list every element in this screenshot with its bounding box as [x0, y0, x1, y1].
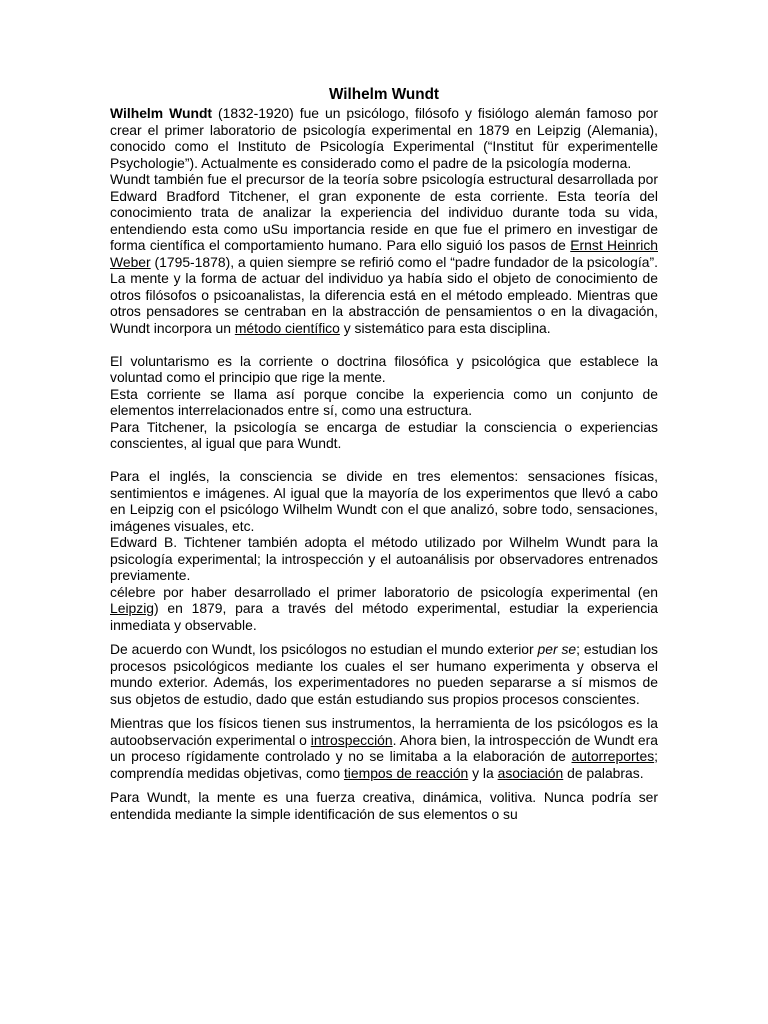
link-leipzig[interactable]: Leipzig: [110, 600, 155, 616]
paragraph-text: Wundt también fue el precursor de la teoría sobre psicología estructural desarrollada por Edward Bradford Titchener, el gran exponente de esta corriente. Esta teoría del conocimiento trata de analizar la experiencia del individuo durante toda su vida, entendiendo esta como uSu importancia reside en que fue el primero en investigar de forma científica el comportamiento humano. Para ello siguió los pasos de: [110, 171, 658, 253]
paragraph-text: ) en 1879, para a través del método experimental, estudiar la experiencia inmediata y observable.: [110, 600, 658, 633]
paragraph-method: [110, 270, 658, 336]
paragraph-corriente: Esta corriente se llama así porque concibe la experiencia como un conjunto de elementos interrelacionados entre sí, como una estructura.: [110, 385, 658, 418]
link-asociacion[interactable]: asociación: [497, 764, 564, 781]
paragraph-tichtener-method: Edward B. Tichtener también adopta el método utilizado por Wilhelm Wundt para la psicología experimental; la introspección y el autoanálisis por observadores entrenados previamente.: [110, 534, 658, 583]
paragraph-text: y sistemático para esta disciplina.: [339, 319, 551, 336]
paragraph-introspeccion: [110, 715, 658, 781]
paragraph-voluntarismo: El voluntarismo es la corriente o doctrina filosófica y psicológica que establece la voluntad como el principio que rige la mente.: [110, 352, 658, 385]
paragraph-text: de palabras.: [563, 764, 644, 781]
italic-per-se: per se: [537, 641, 577, 657]
link-autorreportes[interactable]: autorreportes: [571, 748, 655, 764]
paragraph-consciencia: Para el inglés, la consciencia se divide en tres elementos: sensaciones físicas, sentimientos e imágenes. Al igual que la mayoría de los experimentos que llevó a cabo en Leipzig con el psicólogo Wilhelm Wundt con el que analizó, sobre todo, sensaciones, imágenes visuales, etc.: [110, 468, 658, 534]
document-title: Wilhelm Wundt: [328, 86, 440, 103]
paragraph-text: De acuerdo con Wundt, los psicólogos no estudian el mundo exterior: [110, 641, 538, 657]
bold-name: Wilhelm Wundt: [110, 105, 213, 121]
paragraph-titchener: Para Titchener, la psicología se encarga de estudiar la consciencia o experiencias conscientes, al igual que para Wundt.: [110, 418, 658, 451]
paragraph-text: ; comprendía medidas objetivas, como: [110, 748, 658, 781]
paragraph-text: . Ahora bien, la introspección de Wundt era un proceso rígidamente controlado y no se limitaba a la elaboración de: [110, 731, 658, 764]
paragraph-mente-fuerza: Para Wundt, la mente es una fuerza creativa, dinámica, volitiva. Nunca podría ser entendida mediante la simple identificación de sus elementos o su: [110, 789, 658, 822]
paragraph-text: (1795-1878), a quien siempre se refirió como el “padre fundador de la psicología”.: [150, 253, 658, 270]
paragraph-laboratorio: [110, 584, 658, 634]
intro-text: (1832-1920) fue un psicólogo, filósofo y fisiólogo alemán famoso por crear el primer laboratorio de psicología experimental en 1879 en Leipzig (Alemania), conocido como el Instituto de Psicología Experimental (“Institut für experimentelle Psychologie”). Actualmente es considerado como el padre de la psicología moderna.: [110, 105, 658, 171]
link-tiempos-de-reaccion[interactable]: tiempos de reacción: [343, 764, 469, 781]
paragraph-structuralism: [110, 171, 658, 270]
link-introspeccion[interactable]: introspección: [310, 731, 393, 748]
link-metodo-cientifico[interactable]: método científico: [234, 319, 340, 336]
paragraph-text: ; estudian los procesos psicológicos mediante los cuales el ser humano experimenta y observa el mundo exterior. Además, los experimentadores no pueden separarse a sí mismos de sus objetos de estudio, dado que están estudiando sus propios procesos conscientes.: [110, 641, 658, 707]
document-page: [110, 86, 658, 822]
paragraph-text: célebre por haber desarrollado el primer laboratorio de psicología experimental (en: [110, 583, 658, 600]
paragraph-text: y la: [468, 764, 498, 781]
paragraph-intro: [110, 105, 658, 171]
paragraph-text: La mente y la forma de actuar del individuo ya había sido el objeto de conocimiento de otros filósofos o psicoanalistas, la diferencia está en el método empleado. Mientras que otros pensadores se centraban en la abstracción de pensamientos o en la divagación, Wundt incorpora un: [110, 270, 658, 336]
link-ernst-weber[interactable]: Ernst Heinrich Weber: [110, 237, 658, 270]
paragraph-text: Mientras que los físicos tienen sus instrumentos, la herramienta de los psicólogos es la autoobservación experimental o: [110, 715, 658, 748]
paragraph-mundo-exterior: [110, 641, 658, 707]
